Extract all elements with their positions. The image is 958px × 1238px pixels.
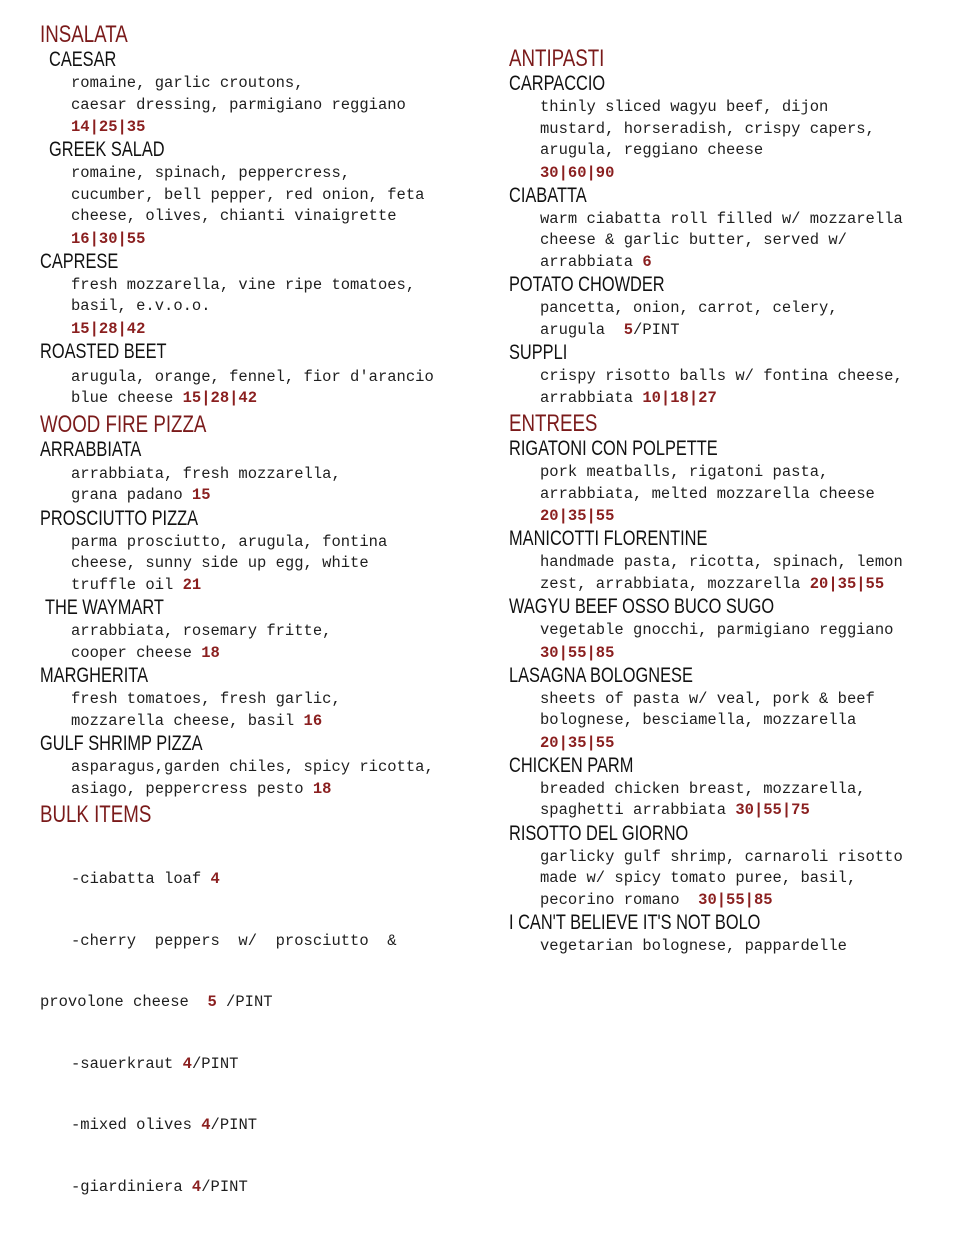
- menu-item-prosciutto-pizza: [40, 507, 485, 530]
- item-price: 4: [182, 1054, 192, 1073]
- description-line: cucumber, bell pepper, red onion, feta: [71, 185, 425, 204]
- description-line: crispy risotto balls w/ fontina cheese,: [540, 367, 903, 385]
- description-line: bolognese, besciamella, mozzarella: [540, 711, 857, 729]
- description-line: thinly sliced wagyu beef, dijon: [540, 98, 829, 116]
- item-price: 18: [201, 643, 220, 662]
- item-name: CARPACCIO: [509, 72, 606, 95]
- item-description: [540, 936, 949, 958]
- section-heading-wood-fire-pizza: WOOD FIRE PIZZA: [40, 410, 207, 438]
- description-line: asiago, peppercress pesto 18: [71, 779, 332, 798]
- description-line: vegetarian bolognese, pappardelle: [540, 937, 847, 955]
- item-description: [540, 552, 949, 595]
- item-price: 20|35|55: [809, 574, 885, 593]
- description-line: warm ciabatta roll filled w/ mozzarella: [540, 209, 903, 228]
- description-line: breaded chicken breast, mozzarella,: [540, 779, 866, 798]
- item-name: ROASTED BEET: [40, 339, 167, 363]
- item-name: CIABATTA: [509, 183, 587, 207]
- item-description: [71, 689, 485, 732]
- item-name: GULF SHRIMP PIZZA: [40, 732, 203, 755]
- description-line: romaine, garlic croutons,: [71, 74, 304, 92]
- item-description: [540, 298, 949, 341]
- menu-item-arrabbiata: [40, 438, 485, 461]
- item-price: 4: [191, 1177, 202, 1196]
- menu-right-column: [509, 0, 949, 958]
- description-line: truffle oil 21: [71, 575, 202, 594]
- description-line: grana padano 15: [71, 486, 211, 504]
- section-heading-antipasti: ANTIPASTI: [509, 45, 605, 72]
- menu-item-not-bolo: [509, 911, 949, 934]
- item-price: 10|18|27: [642, 388, 717, 407]
- item-name: CHICKEN PARM: [509, 753, 634, 777]
- description-line: asparagus,garden chiles, spicy ricotta,: [71, 758, 434, 776]
- item-name: MARGHERITA: [40, 664, 148, 687]
- item-name: POTATO CHOWDER: [509, 273, 665, 296]
- item-price: 4: [210, 870, 220, 888]
- item-price: 16|30|55: [71, 229, 146, 248]
- item-name: CAESAR: [49, 48, 117, 71]
- description-line: arrabbiata, melted mozzarella cheese: [540, 484, 875, 503]
- bulk-item: -cherry peppers w/ prosciutto &: [71, 931, 397, 950]
- bulk-item: -sauerkraut 4/PINT: [71, 1054, 239, 1073]
- description-line: arrabbiata 10|18|27: [540, 388, 717, 407]
- item-description: [71, 621, 485, 664]
- bulk-item: -ciabatta loaf 4: [71, 870, 220, 888]
- item-name: ARRABBIATA: [40, 437, 142, 461]
- item-name: GREEK SALAD: [49, 138, 165, 161]
- bulk-item: -giardiniera 4/PINT: [71, 1177, 248, 1196]
- description-line: arrabbiata, rosemary fritte,: [71, 622, 332, 640]
- description-line: sheets of pasta w/ veal, pork & beef: [540, 689, 875, 708]
- item-price: 21: [182, 575, 202, 594]
- description-line: handmade pasta, ricotta, spinach, lemon: [540, 553, 903, 571]
- menu-item-margherita: [40, 664, 485, 687]
- bulk-items-list: [40, 828, 485, 1238]
- description-line: caesar dressing, parmigiano reggiano: [71, 95, 406, 114]
- item-name: LASAGNA BOLOGNESE: [509, 663, 693, 687]
- item-price: 30|55|85: [698, 890, 773, 909]
- menu-item-roasted-beet: [40, 340, 485, 363]
- menu-item-manicotti: [509, 527, 949, 550]
- description-line: spaghetti arrabbiata 30|55|75: [540, 801, 810, 819]
- menu-item-greek-salad: [49, 138, 485, 161]
- description-line: arugula, orange, fennel, fior d'arancio: [71, 367, 434, 386]
- item-name: RISOTTO DEL GIORNO: [509, 821, 689, 845]
- item-name: MANICOTTI FLORENTINE: [509, 527, 708, 550]
- menu-item-the-waymart: [45, 596, 485, 619]
- menu-item-rigatoni: [509, 437, 949, 460]
- item-price: 20|35|55: [540, 507, 615, 525]
- section-heading-bulk-items: BULK ITEMS: [40, 801, 152, 828]
- item-price: 6: [642, 252, 652, 271]
- item-description: [540, 847, 949, 912]
- description-line: blue cheese 15|28|42: [71, 389, 258, 407]
- menu-item-potato-chowder: [509, 273, 949, 296]
- menu-item-suppli: [509, 341, 949, 364]
- item-name: PROSCIUTTO PIZZA: [40, 506, 199, 530]
- description-line: pork meatballs, rigatoni pasta,: [540, 463, 829, 481]
- item-price: 20|35|55: [540, 733, 615, 752]
- description-line: fresh mozzarella, vine ripe tomatoes,: [71, 275, 416, 294]
- menu-item-caesar: [49, 48, 485, 71]
- item-description: [540, 366, 949, 409]
- section-heading-insalata: INSALATA: [40, 21, 128, 48]
- item-price: 5: [207, 993, 217, 1011]
- item-description: [71, 532, 485, 597]
- item-name: RIGATONI CON POLPETTE: [509, 437, 718, 460]
- item-description: [71, 73, 485, 116]
- item-description: [540, 689, 949, 732]
- item-price: 5: [623, 320, 634, 339]
- item-price: 16: [303, 711, 323, 730]
- item-name: SUPPLI: [509, 341, 568, 364]
- item-description: [71, 757, 485, 800]
- menu-item-lasagna: [509, 664, 949, 687]
- section-heading-entrees: ENTREES: [509, 410, 598, 437]
- menu-item-ciabatta: [509, 184, 949, 207]
- item-description: [540, 462, 949, 505]
- description-line: cheese, olives, chianti vinaigrette: [71, 207, 397, 225]
- menu-item-gulf-shrimp-pizza: [40, 732, 485, 755]
- description-line: arrabbiata 6: [540, 252, 652, 271]
- item-price: 30|55|85: [540, 643, 615, 662]
- description-line: basil, e.v.o.o.: [71, 297, 211, 315]
- bulk-item: -mixed olives 4/PINT: [71, 1116, 258, 1134]
- description-line: arrabbiata, fresh mozzarella,: [71, 464, 341, 483]
- description-line: zest, arrabbiata, mozzarella 20|35|55: [540, 574, 885, 593]
- item-description: [71, 464, 485, 507]
- menu-item-osso-buco: [509, 595, 949, 618]
- description-line: cheese, sunny side up egg, white: [71, 554, 369, 572]
- item-price: 30|60|90: [540, 163, 615, 182]
- item-name: CAPRESE: [40, 249, 119, 273]
- item-price: 14|25|35: [71, 118, 146, 136]
- item-price: 15: [191, 486, 211, 504]
- description-line: parma prosciutto, arugula, fontina: [71, 532, 388, 551]
- menu-item-caprese: [40, 250, 485, 273]
- item-name: I CAN'T BELIEVE IT'S NOT BOLO: [509, 911, 761, 934]
- item-name: THE WAYMART: [45, 596, 164, 619]
- description-line: arugula 5/PINT: [540, 320, 680, 339]
- item-description: [540, 97, 949, 162]
- description-line: mustard, horseradish, crispy capers,: [540, 119, 875, 138]
- item-description: [71, 367, 485, 410]
- description-line: garlicky gulf shrimp, carnaroli risotto: [540, 847, 903, 866]
- description-line: mozzarella cheese, basil 16: [71, 711, 323, 730]
- description-line: cooper cheese 18: [71, 643, 220, 662]
- description-line: cheese & garlic butter, served w/: [540, 231, 847, 249]
- description-line: arugula, reggiano cheese: [540, 141, 764, 159]
- item-description: [71, 275, 485, 318]
- item-price: 15|28|42: [71, 319, 146, 338]
- menu-item-risotto: [509, 822, 949, 845]
- item-price: 15|28|42: [182, 389, 258, 407]
- item-price: 18: [312, 779, 332, 798]
- item-price: 30|55|75: [735, 801, 810, 819]
- description-line: fresh tomatoes, fresh garlic,: [71, 690, 341, 708]
- description-line: made w/ spicy tomato puree, basil,: [540, 869, 857, 887]
- item-description: [540, 620, 949, 642]
- description-line: pancetta, onion, carrot, celery,: [540, 299, 838, 317]
- item-name: WAGYU BEEF OSSO BUCO SUGO: [509, 595, 775, 618]
- item-description: [540, 209, 949, 274]
- menu-item-carpaccio: [509, 72, 949, 95]
- item-description: [71, 163, 485, 228]
- item-description: [540, 779, 949, 822]
- description-line: pecorino romano 30|55|85: [540, 890, 773, 909]
- bulk-item-continued: provolone cheese 5 /PINT: [40, 993, 273, 1011]
- menu-item-chicken-parm: [509, 754, 949, 777]
- item-price: 4: [201, 1116, 211, 1134]
- menu-left-column: [40, 0, 485, 1238]
- description-line: romaine, spinach, peppercress,: [71, 164, 351, 182]
- description-line: vegetable gnocchi, parmigiano reggiano: [540, 621, 894, 639]
